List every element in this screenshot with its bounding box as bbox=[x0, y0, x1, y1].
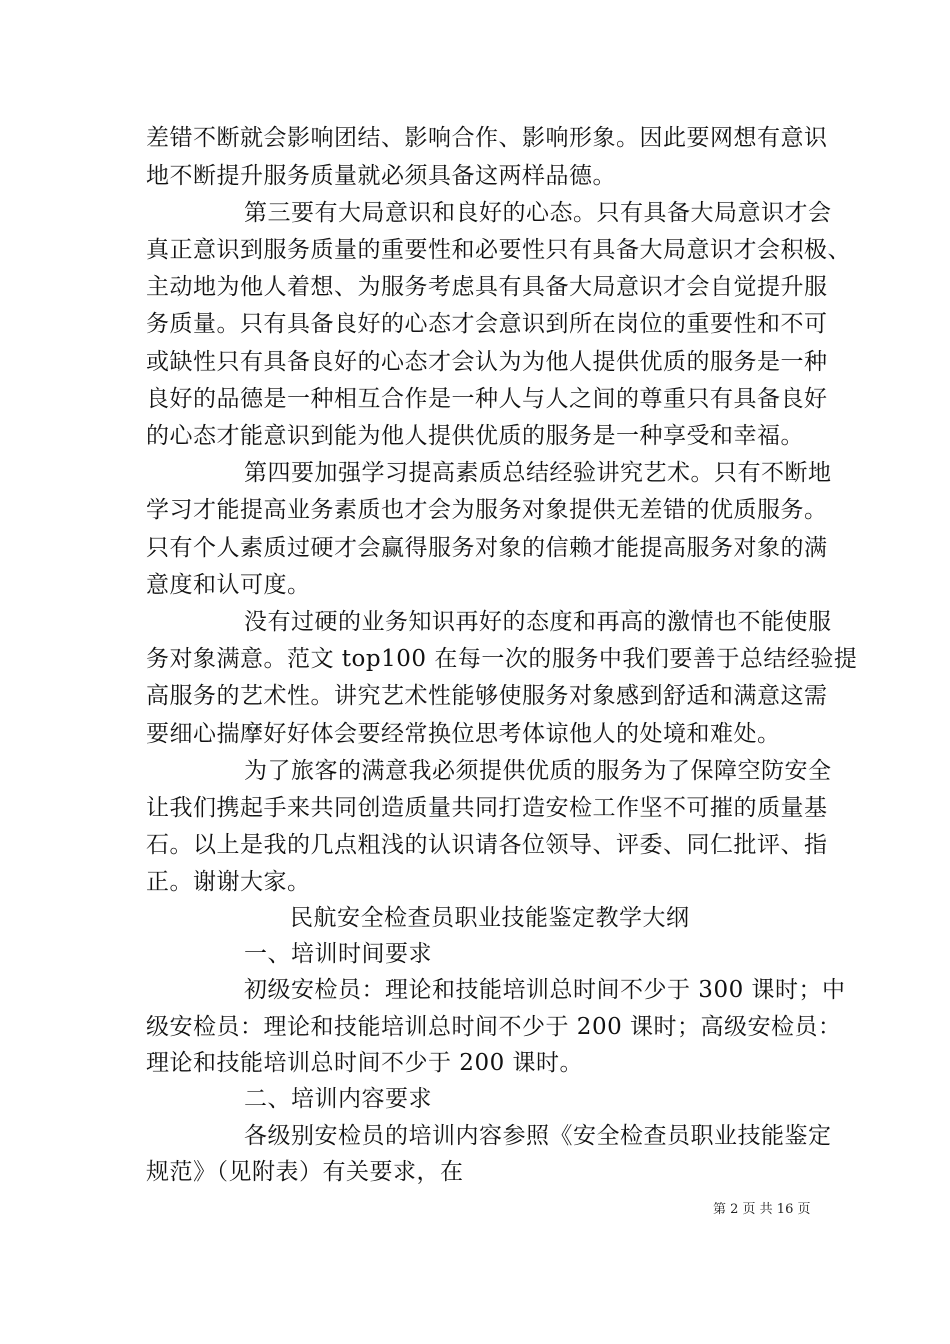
paragraph-start: 为了旅客的满意我必须提供优质的服务为了保障空防安全 bbox=[244, 758, 832, 784]
paragraph-start: 第四要加强学习提高素质总结经验讲究艺术。只有不断地 bbox=[244, 460, 832, 486]
text-line: 学习才能提高业务素质也才会为服务对象提供无差错的优质服务。 bbox=[146, 497, 828, 523]
text-line: 级安检员：理论和技能培训总时间不少于 200 课时；高级安检员： bbox=[146, 1014, 842, 1040]
section-heading: 二、培训内容要求 bbox=[244, 1086, 432, 1112]
text-line: 地不断提升服务质量就必须具备这两样品德。 bbox=[146, 163, 616, 189]
text-line: 高服务的艺术性。讲究艺术性能够使服务对象感到舒适和满意这需 bbox=[146, 683, 828, 709]
text-line: 良好的品德是一种相互合作是一种人与人之间的尊重只有具备良好 bbox=[146, 386, 828, 412]
section-heading: 一、培训时间要求 bbox=[244, 941, 432, 967]
text-line: 或缺性只有具备良好的心态才会认为为他人提供优质的服务是一种 bbox=[146, 349, 828, 375]
paragraph-start: 第三要有大局意识和良好的心态。只有具备大局意识才会 bbox=[244, 200, 832, 226]
text-line: 只有个人素质过硬才会赢得服务对象的信赖才能提高服务对象的满 bbox=[146, 535, 828, 561]
text-line: 石。以上是我的几点粗浅的认识请各位领导、评委、同仁批评、指 bbox=[146, 832, 828, 858]
text-line: 规范》（见附表）有关要求，在 bbox=[146, 1159, 464, 1185]
text-line: 的心态才能意识到能为他人提供优质的服务是一种享受和幸福。 bbox=[146, 423, 804, 449]
paragraph-start: 初级安检员：理论和技能培训总时间不少于 300 课时；中 bbox=[244, 977, 846, 1003]
text-line: 正。谢谢大家。 bbox=[146, 869, 311, 895]
text-line: 务对象满意。范文 top100 在每一次的服务中我们要善于总结经验提 bbox=[146, 646, 858, 672]
section-title: 民航安全检查员职业技能鉴定教学大纲 bbox=[290, 905, 690, 931]
text-line: 意度和认可度。 bbox=[146, 572, 311, 598]
text-line: 理论和技能培训总时间不少于 200 课时。 bbox=[146, 1050, 584, 1076]
paragraph-start: 各级别安检员的培训内容参照《安全检查员职业技能鉴定 bbox=[244, 1123, 832, 1149]
paragraph-start: 没有过硬的业务知识再好的态度和再高的激情也不能使服 bbox=[244, 609, 832, 635]
text-line: 要细心揣摩好好体会要经常换位思考体谅他人的处境和难处。 bbox=[146, 721, 781, 747]
text-line: 务质量。只有具备良好的心态才会意识到所在岗位的重要性和不可 bbox=[146, 311, 828, 337]
text-line: 真正意识到服务质量的重要性和必要性只有具备大局意识才会积极、 bbox=[146, 237, 851, 263]
page-number: 第 2 页 共 16 页 bbox=[713, 1202, 811, 1217]
text-line: 让我们携起手来共同创造质量共同打造安检工作坚不可摧的质量基 bbox=[146, 795, 828, 821]
text-line: 主动地为他人着想、为服务考虑具有具备大局意识才会自觉提升服 bbox=[146, 274, 828, 300]
text-line: 差错不断就会影响团结、影响合作、影响形象。因此要网想有意识 bbox=[146, 125, 828, 151]
